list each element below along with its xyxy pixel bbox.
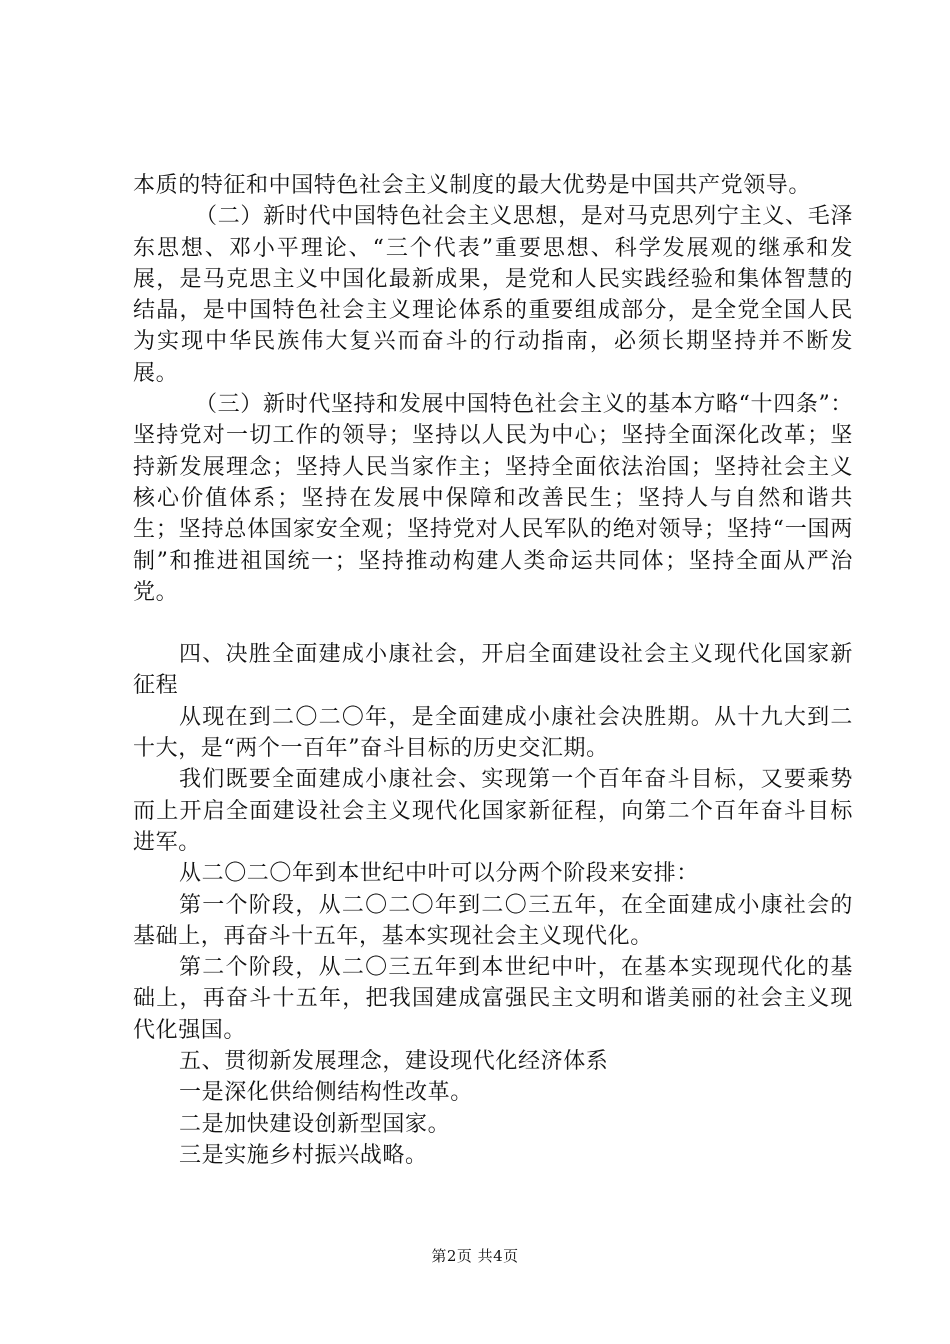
paragraph-stage-two: 第二个阶段，从二〇三五年到本世纪中叶，在基本实现现代化的基础上，再奋斗十五年，把我国建成富强民主文明和谐美丽的社会主义现代化强国。 (133, 955, 853, 1043)
paragraph-period: 从现在到二〇二〇年，是全面建成小康社会决胜期。从十九大到二十大，是“两个一百年”奋斗目标的历史交汇期。 (133, 704, 853, 762)
document-body (133, 170, 853, 1171)
paragraph-section-2: （二）新时代中国特色社会主义思想，是对马克思列宁主义、毛泽东思想、邓小平理论、“三个代表”重要思想、科学发展观的继承和发展，是马克思主义中国化最新成果，是党和人民实践经验和集体智慧的结晶，是中国特色社会主义理论体系的重要组成部分，是全党全国人民为实现中华民族伟大复兴而奋斗的行动指南，必须长期坚持并不断发展。 (133, 204, 853, 386)
list-item-two: 二是加快建设创新型国家。 (179, 1111, 451, 1137)
list-item-one: 一是深化供给侧结构性改革。 (179, 1080, 473, 1106)
page-number-footer: 第2页 共4页 (431, 1247, 519, 1265)
paragraph-section-3: （三）新时代坚持和发展中国特色社会主义的基本方略“十四条”：坚持党对一切工作的领导；坚持以人民为中心；坚持全面深化改革；坚持新发展理念；坚持人民当家作主；坚持全面依法治国；坚持社会主义核心价值体系；坚持在发展中保障和改善民生；坚持人与自然和谐共生；坚持总体国家安全观；坚持党对人民军队的绝对领导；坚持“一国两制”和推进祖国统一；坚持推动构建人类命运共同体；坚持全面从严治党。 (133, 392, 853, 605)
heading-section-five: 五、贯彻新发展理念，建设现代化经济体系 (179, 1049, 609, 1075)
paragraph-goals: 我们既要全面建成小康社会、实现第一个百年奋斗目标，又要乘势而上开启全面建设社会主义现代化国家新征程，向第二个百年奋斗目标进军。 (133, 767, 853, 855)
paragraph-two-stages: 从二〇二〇年到本世纪中叶可以分两个阶段来安排： (179, 861, 699, 887)
paragraph-spacer (133, 608, 853, 639)
list-item-three: 三是实施乡村振兴战略。 (179, 1142, 428, 1168)
paragraph-continuation: 本质的特征和中国特色社会主义制度的最大优势是中国共产党领导。 (133, 173, 812, 198)
heading-section-four: 四、决胜全面建成小康社会，开启全面建设社会主义现代化国家新征程 (133, 642, 853, 699)
paragraph-stage-one: 第一个阶段，从二〇二〇年到二〇三五年，在全面建成小康社会的基础上，再奋斗十五年，基本实现社会主义现代化。 (133, 892, 853, 949)
